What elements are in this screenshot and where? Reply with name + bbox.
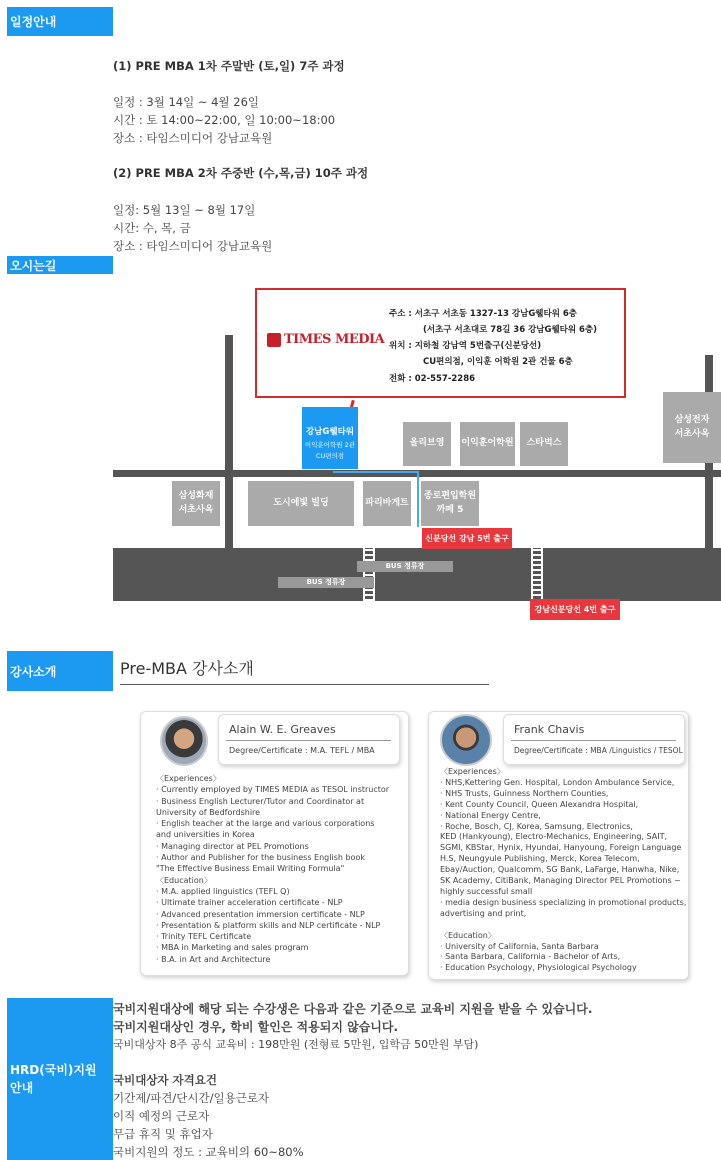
- frank-name-divider: [511, 740, 676, 741]
- cv-line: H.S, Neungyule Publishing, Merck, Korea Telecom,: [440, 854, 640, 864]
- cv-line: highly successful small: [440, 886, 533, 896]
- building-oliveyoung: 올리브영: [403, 422, 451, 466]
- building-dosi: 도시에빛 빌딩: [248, 481, 354, 526]
- main-road: [113, 548, 721, 601]
- cv-line: · University of California, Santa Barbara: [440, 941, 599, 951]
- bus-stop-2: BUS 정류장: [278, 577, 374, 588]
- section-label-directions: 오시는길: [7, 256, 113, 274]
- cv-line: "The Effective Business Email Writing Formula": [156, 864, 345, 874]
- cv-line: · English teacher at the large and various corporations: [156, 819, 375, 829]
- hrd-notice1: 국비지원대상에 해당 되는 수강생은 다음과 같은 기준으로 교육비 지원을 받을 수 있습니다.: [113, 1002, 593, 1016]
- cv-line: · MBA in Marketing and sales program: [156, 943, 309, 953]
- cv-line: · Education Psychology, Physiological Psychology: [440, 963, 637, 973]
- frank-degree: Degree/Certificate : MBA /Linguistics / TESOL: [514, 746, 683, 755]
- cv-line: · M.A. applied linguistics (TEFL Q): [156, 886, 290, 896]
- course1-time: 시간 : 토 14:00~22:00, 일 10:00~18:00: [113, 113, 336, 127]
- route-horizontal: [333, 471, 419, 473]
- cv-line: [440, 920, 686, 931]
- hrd-req1: 기간제/파견/단시간/일용근로자: [113, 1091, 270, 1105]
- exit-sinbundang-5: 신분당선 강남 5번 출구: [422, 528, 512, 549]
- cv-line: · Managing director at PEL Promotions: [156, 841, 309, 851]
- logo-emblem-icon: [267, 333, 281, 347]
- bus-stop-1: BUS 정류장: [357, 561, 453, 572]
- cv-line: SK Academy, CitiBank, Managing Director PEL Promotions ~: [440, 876, 681, 886]
- cv-line: · media design business specializing in promotional products,: [440, 897, 687, 907]
- crosswalk-right: [531, 548, 543, 601]
- info-address1: 주소 : 서초구 서초동 1327-13 강남G웰타워 6층: [389, 309, 578, 319]
- building-samsung-electronics: 삼성전자 서초사옥: [663, 392, 721, 463]
- cv-line: · Roche, Bosch, CJ, Korea, Samsung, Electronics,: [440, 821, 633, 831]
- times-media-logo: TIMES MEDIA: [267, 332, 384, 347]
- cv-line: · Business English Lecturer/Tutor and Coordinator at: [156, 796, 365, 806]
- cv-line: · Advanced presentation immersion certificate - NLP: [156, 909, 365, 919]
- alain-cv: [156, 773, 389, 965]
- hrd-req2: 이직 예정의 근로자: [113, 1109, 210, 1123]
- cv-line: · NHS,Kettering Gen. Hospital, London Ambulance Service,: [440, 777, 675, 787]
- cv-line: · Ultimate trainer acceleration certificate - NLP: [156, 898, 343, 908]
- course1-title: (1) PRE MBA 1차 주말반 (토,일) 7주 과정: [113, 59, 345, 73]
- info-location1: 위치 : 지하철 강남역 5번출구(신분당선): [389, 341, 542, 351]
- building-samsung-fire: 삼성화재 서초사옥: [172, 481, 220, 526]
- info-box: [255, 288, 626, 398]
- building-jongro: 종로편입학원 까페 5: [421, 481, 479, 526]
- frank-cv: [440, 767, 686, 974]
- building-gwell-tower: 강남G웰타워 이익훈어학원 2관 CU편의점: [302, 407, 358, 469]
- course1-dates: 일정 : 3월 14일 ~ 4월 26일: [113, 95, 259, 109]
- cv-line: · Santa Barbara, California - Bachelor of Arts,: [440, 952, 621, 962]
- alain-name-divider: [226, 740, 391, 741]
- instructors-heading-underline: [120, 684, 489, 685]
- cv-line: · Kent County Council, Queen Alexandra Hospital,: [440, 799, 639, 809]
- exit-gangnam-4: 강남신분당선 4번 출구: [530, 599, 620, 620]
- cv-line: · Currently employed by TIMES MEDIA as TESOL instructor: [156, 785, 390, 795]
- cv-line: 〈Experiences〉: [440, 767, 505, 776]
- course2-title: (2) PRE MBA 2차 주중반 (수,목,금) 10주 과정: [113, 166, 369, 180]
- cv-line: Ebay/Auction, Qualcomm, SG Bank, LaFarge, Hanwha, Nike,: [440, 865, 680, 875]
- cv-line: KED (Hankyoung), Electro-Mechanics, Engineering, SAIT,: [440, 832, 668, 842]
- section-label-instructors: 강사소개: [7, 651, 113, 691]
- section-label-hrd: HRD(국비)지원 안내: [7, 998, 113, 1160]
- cv-line: · B.A. in Art and Architecture: [156, 954, 271, 964]
- info-phone: 전화 : 02-557-2286: [389, 374, 476, 384]
- cv-line: · Author and Publisher for the business English book: [156, 853, 365, 863]
- frank-name: Frank Chavis: [514, 723, 585, 736]
- course2-place: 장소 : 타임스미디어 강남교육원: [113, 239, 273, 253]
- cv-line: · Presentation & platform skills and NLP certificate - NLP: [156, 920, 381, 930]
- cv-line: University of Bedfordshire: [156, 807, 261, 817]
- info-location2: CU편의점, 이익훈 어학원 2관 건물 6층: [423, 357, 573, 367]
- instructors-heading: Pre-MBA 강사소개: [120, 659, 254, 678]
- road-vertical-left: [225, 335, 233, 550]
- cv-line: SGMI, KBStar, Hynix, Hyundai, Hanyoung, Foreign Language: [440, 843, 682, 853]
- alain-photo: [160, 716, 208, 766]
- course2-dates: 일정: 5월 13일 ~ 8월 17일: [113, 203, 256, 217]
- hrd-fee: 국비대상자 8주 공식 교육비 : 198만원 (전형료 5만원, 입학금 50만원 부담): [113, 1038, 479, 1051]
- hrd-req4: 국비지원의 정도 : 교육비의 60~80%: [113, 1145, 304, 1159]
- cv-line: advertising and print,: [440, 908, 527, 918]
- cv-line: and universities in Korea: [156, 830, 255, 840]
- cv-line: 〈Experiences〉: [156, 774, 221, 783]
- alain-degree: Degree/Certificate : M.A. TEFL / MBA: [229, 746, 375, 755]
- course2-time: 시간: 수, 목, 금: [113, 221, 191, 235]
- cv-line: · NHS Trusts, Guinness Northern Counties,: [440, 788, 609, 798]
- crosswalk-left: [363, 548, 375, 601]
- building-leeikhoon: 이익훈어학원: [460, 422, 515, 466]
- route-vertical: [417, 472, 419, 527]
- alain-name: Alain W. E. Greaves: [229, 723, 336, 736]
- building-paris-baguette: 파리바게트: [363, 481, 411, 526]
- info-address2: (서초구 서초대로 78길 36 강남G웰타워 6층): [423, 325, 598, 335]
- hrd-notice2: 국비지원대상인 경우, 학비 할인은 적용되지 않습니다.: [113, 1020, 399, 1034]
- frank-photo: [440, 714, 492, 766]
- location-map: [113, 275, 721, 620]
- cv-line: · National Energy Centre,: [440, 810, 541, 820]
- hrd-req-title: 국비대상자 자격요건: [113, 1073, 217, 1087]
- cv-line: · Trinity TEFL Certificate: [156, 932, 252, 942]
- building-starbucks: 스타벅스: [520, 422, 568, 466]
- cv-line: 〈Education〉: [156, 875, 212, 885]
- hrd-req3: 무급 휴직 및 휴업자: [113, 1127, 213, 1141]
- cv-line: 〈Education〉: [440, 930, 496, 940]
- course1-place: 장소 : 타임스미디어 강남교육원: [113, 131, 273, 145]
- section-label-schedule: 일정안내: [7, 7, 113, 36]
